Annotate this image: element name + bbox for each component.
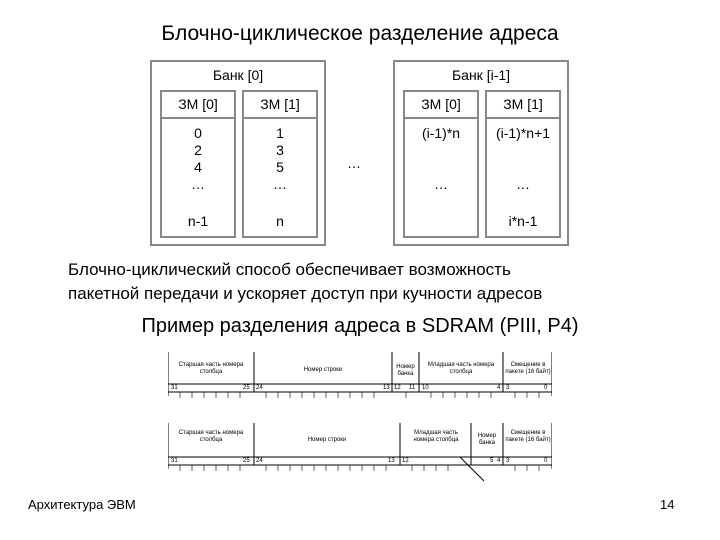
bit-index: 3 <box>506 458 510 464</box>
bit-index: 25 <box>243 385 250 391</box>
field-burst-offset: Смещение в пакете (16 байт) <box>505 362 551 375</box>
module-value: 3 <box>276 142 284 158</box>
bank-i-1-label: Банк [i-1] <box>451 67 511 83</box>
field-row-number: Номер строки <box>307 437 347 443</box>
bit-index: 24 <box>256 385 263 391</box>
slide-title: Блочно-циклическое разделение адреса <box>161 22 559 45</box>
field-bank-number: Номер банка <box>396 364 415 377</box>
module-ellipsis: … <box>516 176 530 192</box>
bank-i-1-module-1 <box>485 90 561 238</box>
module-value: 1 <box>276 125 284 141</box>
piii-address-lines <box>168 352 552 404</box>
module-label: ЗМ [1] <box>487 92 559 119</box>
bit-index: 13 <box>388 458 395 464</box>
bit-index: 24 <box>256 458 263 464</box>
module-ellipsis: … <box>273 176 287 192</box>
description <box>68 258 542 306</box>
footer-course-name: Архитектура ЭВМ <box>28 497 136 512</box>
bit-index: 0 <box>544 458 548 464</box>
module-value: 0 <box>194 125 202 141</box>
bit-index: 10 <box>422 385 429 391</box>
field-low-column: Младшая часть номера столбца <box>413 430 459 443</box>
module-value: 4 <box>194 159 202 175</box>
bank-0-module-0 <box>160 90 236 238</box>
example-title: Пример разделения адреса в SDRAM (PIII, P4) <box>141 315 579 337</box>
bit-index: 31 <box>171 458 178 464</box>
module-label: ЗМ [0] <box>162 92 234 119</box>
module-value: (i-1)*n+1 <box>495 125 551 141</box>
field-low-column: Младшая часть номера столбца <box>427 362 495 375</box>
module-ellipsis: … <box>434 176 448 192</box>
module-value: 2 <box>194 142 202 158</box>
field-row-number: Номер строки <box>303 367 343 373</box>
module-label: ЗМ [1] <box>244 92 316 119</box>
bit-index: 4 <box>497 458 501 464</box>
bit-index: 12 <box>402 458 409 464</box>
bank-i-1 <box>393 60 569 246</box>
bit-index: 4 <box>497 385 501 391</box>
piii-address-format <box>168 352 552 404</box>
bit-index: 5 <box>490 458 494 464</box>
module-last-value: n <box>276 213 284 229</box>
bit-index: 12 <box>394 385 401 391</box>
module-label: ЗМ [0] <box>405 92 477 119</box>
field-high-column: Старшая часть номера столбца <box>178 362 244 375</box>
bank-i-1-module-0 <box>403 90 479 238</box>
bit-index: 31 <box>171 385 178 391</box>
bank-0-module-1 <box>242 90 318 238</box>
description-line: Блочно-циклический способ обеспечивает возможность <box>68 260 511 279</box>
bit-index: 0 <box>544 385 548 391</box>
bit-index: 13 <box>383 385 390 391</box>
field-burst-offset: Смещение в пакете (16 байт) <box>505 430 551 443</box>
p4-address-format <box>168 423 552 483</box>
module-last-value: n-1 <box>187 213 209 229</box>
footer-page-number: 14 <box>660 497 675 512</box>
bit-index: 3 <box>506 385 510 391</box>
bit-index: 25 <box>243 458 250 464</box>
module-ellipsis: … <box>191 176 205 192</box>
module-value: 5 <box>276 159 284 175</box>
module-value: (i-1)*n <box>421 125 461 141</box>
field-high-column: Старшая часть номера столбца <box>178 430 244 443</box>
bit-index: 11 <box>409 385 416 391</box>
field-bank-number: Номер банка <box>477 433 497 446</box>
bank-0-label: Банк [0] <box>212 67 264 83</box>
between-banks-ellipsis: … <box>347 155 361 171</box>
bank-0 <box>150 60 326 246</box>
module-last-value: i*n-1 <box>508 213 538 229</box>
description-line: пакетной передачи и ускоряет доступ при кучности адресов <box>68 284 543 303</box>
